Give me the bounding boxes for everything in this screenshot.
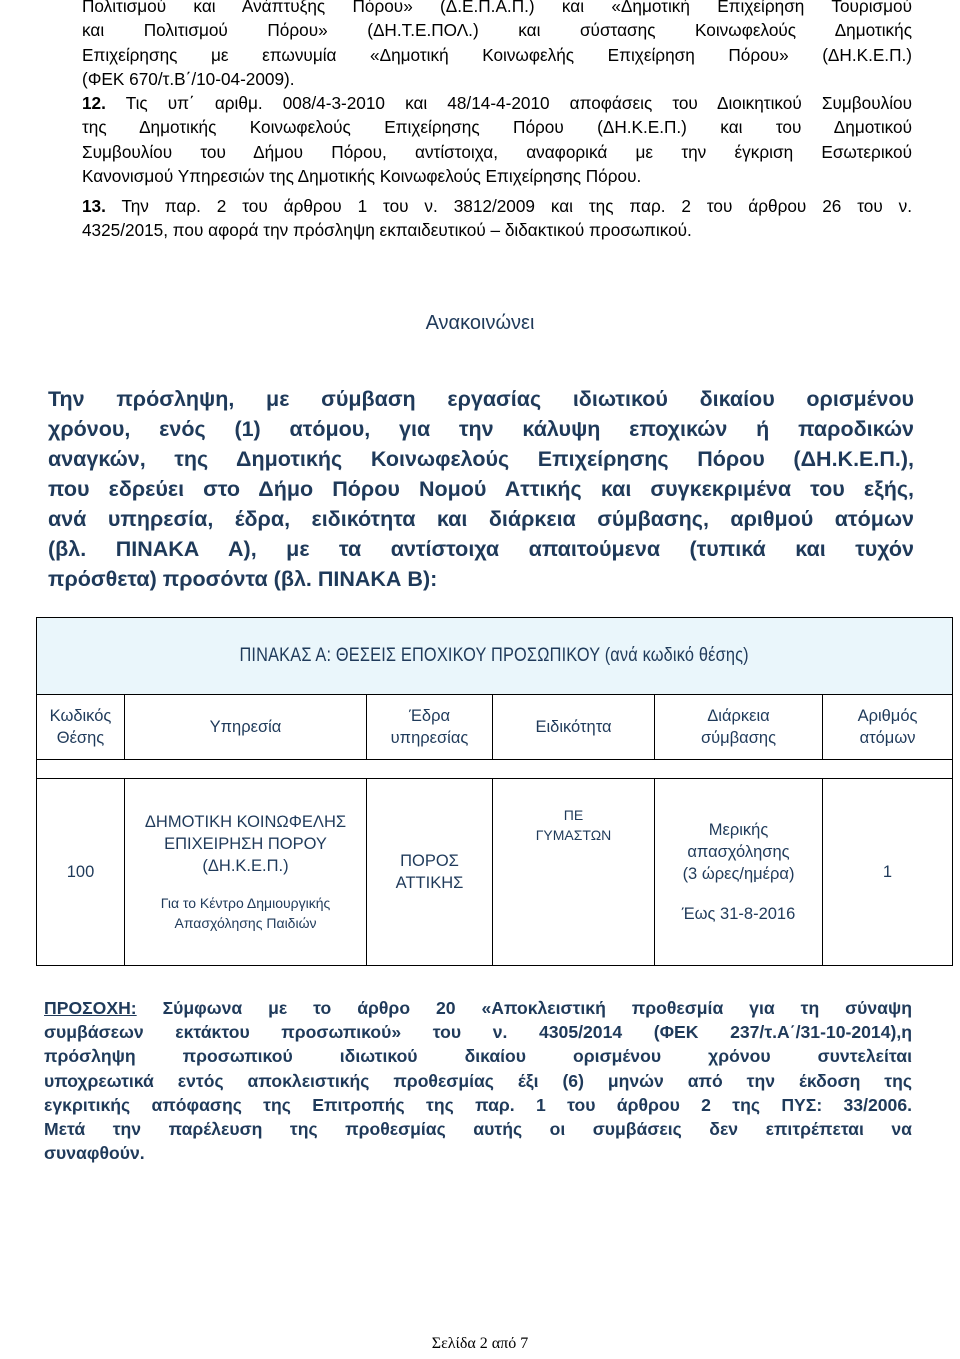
cell-line: Έως 31-8-2016 <box>681 905 796 923</box>
text-line: Επιχείρησης με επωνυμία «Δημοτική Κοινωφελής Επιχείρηση Πόρου» (ΔΗ.Κ.Ε.Π.) <box>82 44 912 65</box>
text-line: αναγκών, της Δημοτικής Κοινωφελούς Επιχείρησης Πόρου (ΔΗ.Κ.Ε.Π.), <box>48 447 914 471</box>
text-line: Μετά την παρέλευση της προθεσμίας αυτής οι συμβάσεις δεν επιτρέπεται να <box>44 1119 912 1140</box>
text-line: και Πολιτισμού Πόρου» (ΔΗ.Τ.Ε.ΠΟΛ.) και σύστασης Κοινωφελούς Δημοτικής <box>82 20 912 41</box>
header-service <box>125 695 367 760</box>
cell-line: ΑΤΤΙΚΗΣ <box>395 874 464 892</box>
text-line <box>82 91 912 115</box>
header-line: Ειδικότητα <box>535 718 612 736</box>
cell-line: ΔΗΜΟΤΙΚΗ ΚΟΙΝΩΦΕΛΗΣ <box>144 813 347 831</box>
cell-line: απασχόλησης <box>687 843 790 861</box>
text-line: Την πρόσληψη, με σύμβαση εργασίας ιδιωτικού δικαίου ορισμένου <box>48 387 914 411</box>
cell-line: Απασχόλησης Παιδιών <box>174 915 317 931</box>
text-line: υποχρεωτικά εντός αποκλειστικής προθεσμίας έξι (6) μηνών από την έκδοση της <box>44 1070 912 1091</box>
positions-table-container <box>36 617 952 966</box>
cell-line: (ΔΗ.Κ.Ε.Π.) <box>202 857 289 875</box>
cell-code <box>37 779 125 966</box>
announcement-paragraph <box>48 384 914 594</box>
text-span: Σύμφωνα με το άρθρο 20 «Αποκλειστική προθεσμία για τη σύναψη <box>162 998 912 1018</box>
cell-gap <box>125 877 366 893</box>
text-line: συναφθούν. <box>44 1143 145 1164</box>
header-line: υπηρεσίας <box>390 729 469 747</box>
header-line: Κωδικός <box>49 707 112 725</box>
text-line: εγκριτικής απόφασης της Επιτροπής της παρ. 1 του άρθρου 2 της ΠΥΣ: 33/2006. <box>44 1094 912 1115</box>
cell-specialty <box>493 779 655 966</box>
cell-duration <box>655 779 823 966</box>
header-seat <box>367 695 493 760</box>
item-number: 12. <box>82 93 106 113</box>
text-line: ανά υπηρεσία, έδρα, ειδικότητα και διάρκεια σύμβασης, αριθμού ατόμων <box>48 507 914 531</box>
cell-line: Μερικής <box>708 821 769 839</box>
text-line: 4325/2015, που αφορά την πρόσληψη εκπαιδευτικού – διδακτικού προσωπικού. <box>82 220 692 241</box>
item-12-text <box>82 91 912 189</box>
text-span: Τις υπ΄ αριθμ. 008/4-3-2010 και 48/14-4-2010 αποφάσεις του Διοικητικού Συμβουλίου <box>125 93 913 113</box>
cell-text: 100 <box>66 863 95 881</box>
cell-line: Για το Κέντρο Δημιουργικής <box>160 895 331 911</box>
table-row <box>37 779 953 966</box>
header-line: σύμβασης <box>700 729 777 747</box>
cell-line: ΠΟΡΟΣ <box>400 852 459 870</box>
section-heading: Ανακοινώνει <box>425 312 535 334</box>
text-line: (βλ. ΠΙΝΑΚΑ Α), με τα αντίστοιχα απαιτούμενα (τυπικά και τυχόν <box>48 537 914 561</box>
text-line: συμβάσεων εκτάκτου προσωπικού» του ν. 4305/2014 (ΦΕΚ 237/τ.Α΄/31-10-2014),η <box>44 1022 912 1043</box>
item-11-text <box>82 0 912 92</box>
text-line: (ΦΕΚ 670/τ.Β΄/10-04-2009). <box>82 69 295 90</box>
cell-line: ΕΠΙΧΕΙΡΗΣΗ ΠΟΡΟΥ <box>164 835 327 853</box>
header-duration <box>655 695 823 760</box>
cell-line: ΠΕ <box>563 807 584 823</box>
header-line: Υπηρεσία <box>209 718 282 736</box>
text-line <box>82 194 912 218</box>
header-line: ατόμων <box>859 729 916 747</box>
positions-table <box>36 617 953 966</box>
header-line: Έδρα <box>408 707 451 725</box>
header-count <box>823 695 953 760</box>
notice-paragraph <box>44 996 912 1165</box>
page-number: Σελίδα 2 από 7 <box>431 1335 529 1352</box>
table-title: ΠΙΝΑΚΑΣ Α: ΘΕΣΕΙΣ ΕΠΟΧΙΚΟΥ ΠΡΟΣΩΠΙΚΟΥ (ανά κωδικό θέσης) <box>239 645 750 666</box>
header-line: Διάρκεια <box>707 707 770 725</box>
spacer-cell <box>37 760 953 779</box>
cell-line: (3 ώρες/ημέρα) <box>682 865 795 883</box>
cell-seat <box>367 779 493 966</box>
table-title-row <box>37 618 953 695</box>
header-line: Αριθμός <box>857 707 918 725</box>
text-line: που εδρεύει στο Δήμο Πόρου Νομού Αττικής και συγκεκριμένα του εξής, <box>48 477 914 501</box>
text-line: Πολιτισμού και Ανάπτυξης Πόρου» (Δ.Ε.Π.Α.Π.) και «Δημοτική Επιχείρηση Τουρισμού <box>82 0 912 16</box>
text-line: Συμβουλίου του Δήμου Πόρου, αντίστοιχα, αναφορικά με την έγκριση Εσωτερικού <box>82 141 912 162</box>
cell-count <box>823 779 953 966</box>
text-line: χρόνου, ενός (1) ατόμου, για την κάλυψη εποχικών ή παροδικών <box>48 417 914 441</box>
cell-text: 1 <box>882 863 893 881</box>
text-line: Κανονισμού Υπηρεσιών της Δημοτικής Κοινωφελούς Επιχείρησης Πόρου. <box>82 166 642 187</box>
header-line: Θέσης <box>56 729 105 747</box>
table-header-row <box>37 695 953 760</box>
header-specialty <box>493 695 655 760</box>
text-line: πρόσληψη προσωπικού ιδιωτικού δικαίου ορισμένου χρόνου συντελείται <box>44 1046 912 1067</box>
cell-line: ΓΥΜΑΣΤΩΝ <box>535 827 612 843</box>
table-title-cell <box>37 618 953 695</box>
cell-gap <box>655 885 822 903</box>
text-line: πρόσθετα) προσόντα (βλ. ΠΙΝΑΚΑ Β): <box>48 567 438 591</box>
item-number: 13. <box>82 196 106 216</box>
table-spacer-row <box>37 760 953 779</box>
text-line: της Δημοτικής Κοινωφελούς Επιχείρησης Πόρου (ΔΗ.Κ.Ε.Π.) και του Δημοτικού <box>82 117 912 138</box>
notice-label: ΠΡΟΣΟΧΗ: <box>44 998 137 1018</box>
cell-service <box>125 779 367 966</box>
item-13-text <box>82 194 912 243</box>
header-code <box>37 695 125 760</box>
text-line <box>44 996 912 1020</box>
text-span: Την παρ. 2 του άρθρου 1 του ν. 3812/2009 και της παρ. 2 του άρθρου 26 του ν. <box>121 196 912 216</box>
